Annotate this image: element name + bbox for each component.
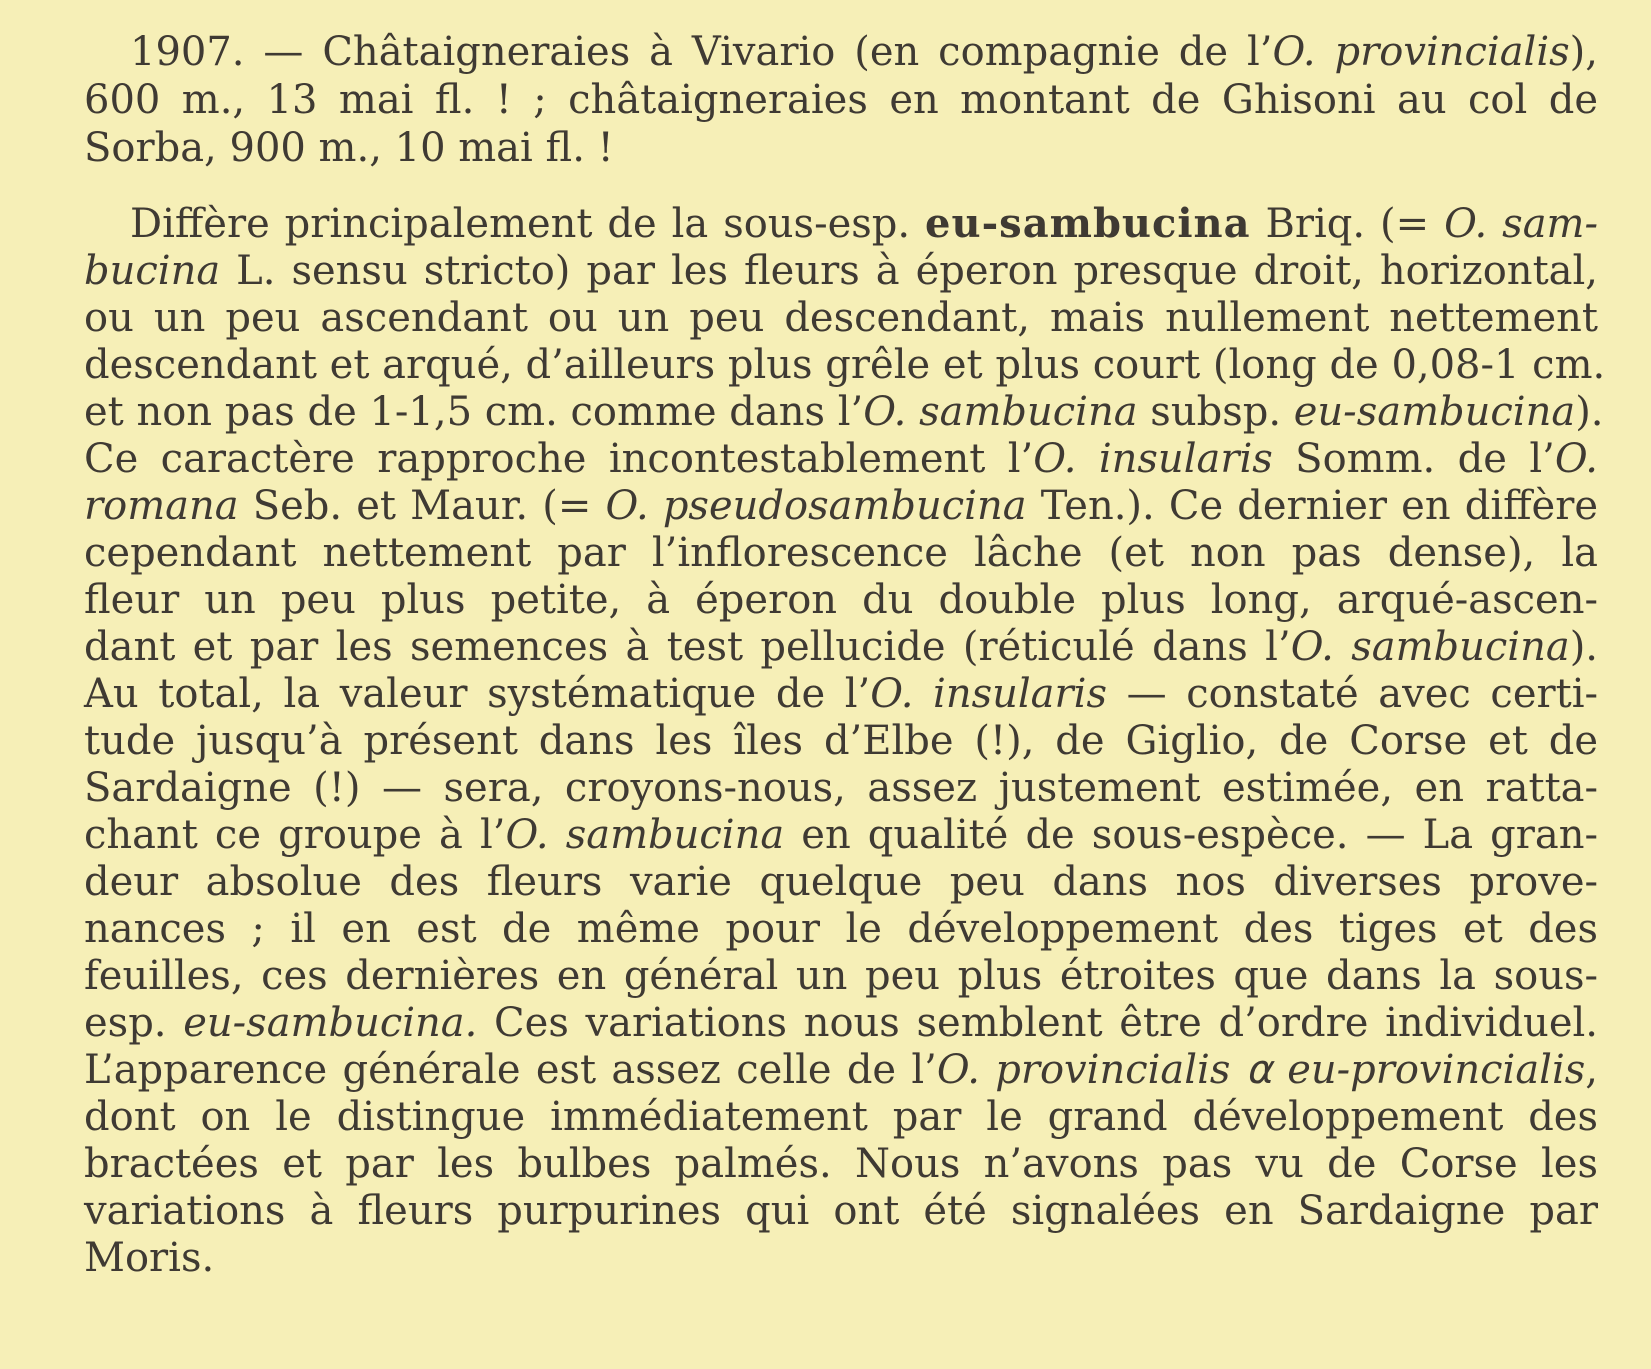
text-span: cependant nettement par l’inflorescence lâche (et non pas dense), la (84, 530, 1598, 576)
text-line (84, 529, 1598, 577)
text-line (84, 717, 1598, 765)
text-line (84, 1046, 1598, 1094)
italic-text: O. provincialis ⍺ eu-provincialis (936, 1047, 1586, 1093)
text-line (84, 952, 1598, 1000)
text-line (130, 28, 1598, 76)
text-line (84, 482, 1598, 530)
text-span: variations à fleurs purpurines qui ont été signalées en Sardaigne par (84, 1188, 1598, 1234)
italic-text: romana (84, 483, 239, 529)
text-span: Ce caractère rapproche incontestablement l’ (84, 436, 1034, 482)
italic-text: O. sambucina (1290, 624, 1570, 670)
text-span: Ten.). Ce dernier en diffère (1026, 483, 1599, 529)
text-span: et non pas de 1-1,5 cm. comme dans l’ (84, 389, 864, 435)
text-span: ). (1575, 389, 1604, 435)
italic-text: O. insularis (870, 671, 1107, 717)
text-span: fleur un peu plus petite, à éperon du double plus long, arqué-ascen- (84, 577, 1598, 623)
text-span: 600 m., 13 mai fl. ! ; châtaigneraies en montant de Ghisoni au col de (84, 77, 1598, 123)
text-span: dont on le distingue immédiatement par le grand développement des (84, 1094, 1598, 1140)
text-span: 1907. — Châtaigneraies à Vivario (en compagnie de l’ (130, 29, 1273, 75)
text-span: Diffère principalement de la sous-esp. (130, 201, 926, 247)
text-span: Moris. (84, 1235, 215, 1281)
text-span: ), (1569, 29, 1598, 75)
italic-text: O. sambucina (505, 812, 785, 858)
text-line (84, 247, 1598, 295)
italic-text: O. pseudosambucina (605, 483, 1027, 529)
italic-text: O. insularis (1033, 436, 1273, 482)
text-line (84, 811, 1598, 859)
text-span: ). (1569, 624, 1599, 670)
text-line (84, 435, 1598, 483)
italic-text: O. sambucina (863, 389, 1138, 435)
text-span: tude jusqu’à présent dans les îles d’Elbe (!), de Giglio, de Corse et de (84, 718, 1598, 764)
text-line (84, 623, 1598, 671)
text-span: Sorba, 900 m., 10 mai fl. ! (84, 125, 614, 171)
text-line (84, 388, 1604, 436)
text-span: Au total, la valeur systématique de l’ (84, 671, 871, 717)
text-span: dant et par les semences à test pellucide (réticulé dans l’ (84, 624, 1291, 670)
text-line (84, 1234, 214, 1282)
text-line (130, 200, 1598, 248)
text-line (84, 294, 1598, 342)
text-span: , (1585, 1047, 1598, 1093)
italic-text: bucina (84, 248, 221, 294)
text-line (84, 1093, 1598, 1141)
text-span: subsp. (1137, 389, 1294, 435)
text-line (84, 670, 1598, 718)
text-span: L’apparence générale est assez celle de l’ (84, 1047, 937, 1093)
text-line (84, 764, 1598, 812)
text-span: en qualité de sous-espèce. — La gran- (784, 812, 1599, 858)
text-span: Seb. et Maur. (= (238, 483, 606, 529)
text-span: nances ; il en est de même pour le développement des tiges et des (84, 906, 1598, 952)
text-span: Somm. de l’ (1272, 436, 1555, 482)
text-span: L. sensu stricto) par les fleurs à éperon presque droit, horizontal, (220, 248, 1598, 294)
italic-text: eu-sambucina (1293, 389, 1576, 435)
text-span: bractées et par les bulbes palmés. Nous n’avons pas vu de Corse les (84, 1141, 1598, 1187)
text-line (84, 1187, 1598, 1235)
text-span: Briq. (= (1250, 201, 1445, 247)
text-line (84, 576, 1598, 624)
text-line (84, 999, 1598, 1047)
text-span: Ces variations nous semblent être d’ordre individuel. (477, 1000, 1598, 1046)
text-line (84, 124, 614, 172)
italic-text: eu-sambucina. (183, 1000, 478, 1046)
text-span: — constaté avec certi- (1106, 671, 1599, 717)
italic-text: O. (1554, 436, 1598, 482)
text-line (84, 76, 1598, 124)
text-line (84, 1140, 1598, 1188)
text-line (84, 858, 1598, 906)
italic-text: O. provincialis (1272, 29, 1570, 75)
bold-text: eu-sambucina (925, 200, 1251, 247)
text-line (84, 905, 1598, 953)
text-span: ou un peu ascendant ou un peu descendant, mais nullement nettement (84, 295, 1598, 341)
text-span: chant ce groupe à l’ (84, 812, 506, 858)
text-span: Sardaigne (!) — sera, croyons-nous, assez justement estimée, en ratta- (84, 765, 1598, 811)
text-span: feuilles, ces dernières en général un peu plus étroites que dans la sous- (84, 953, 1598, 999)
text-span: deur absolue des fleurs varie quelque peu dans nos diverses prove- (84, 859, 1598, 905)
text-span: descendant et arqué, d’ailleurs plus grêle et plus court (long de 0,08-1 cm. (84, 342, 1606, 388)
italic-text: O. sam- (1444, 201, 1598, 247)
text-span: esp. (84, 1000, 184, 1046)
text-line (84, 341, 1606, 389)
